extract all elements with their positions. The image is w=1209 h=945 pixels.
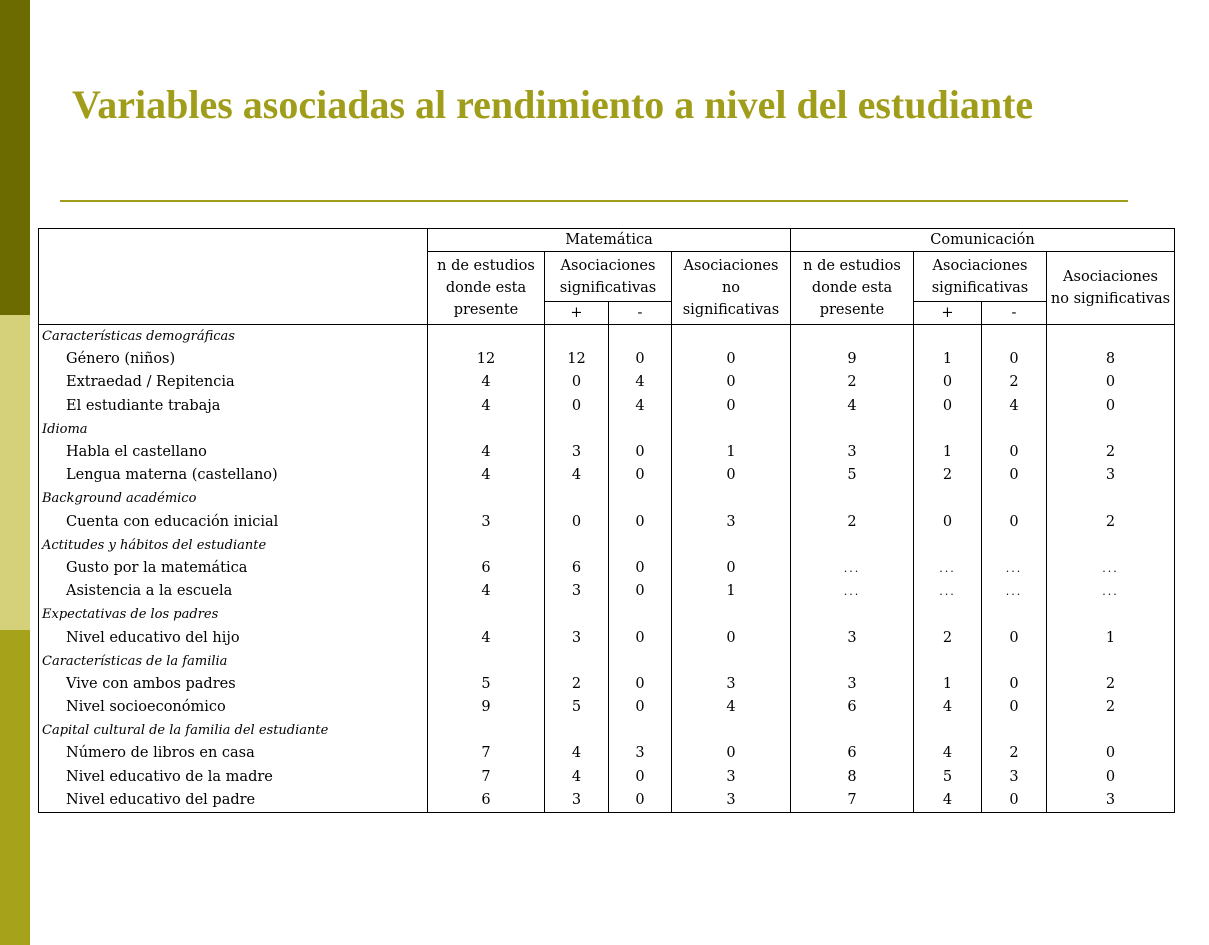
table-cell <box>672 487 791 510</box>
table-row <box>39 441 1175 464</box>
table-cell: 3 <box>609 742 672 765</box>
table-cell <box>914 418 982 441</box>
table-cell: ... <box>791 580 914 603</box>
table-cell <box>672 603 791 626</box>
table-cell: 0 <box>609 464 672 487</box>
category-label: Idioma <box>39 418 428 441</box>
table-cell <box>545 719 609 742</box>
table-cell: ... <box>914 557 982 580</box>
header-asoc-no-sig-com <box>1047 252 1175 325</box>
header-asoc-no-sig-mat <box>672 252 791 325</box>
table-cell <box>914 534 982 557</box>
table-cell: 4 <box>428 580 545 603</box>
table-cell: 3 <box>672 789 791 813</box>
table-cell: 2 <box>982 742 1047 765</box>
table-cell <box>609 650 672 673</box>
table-cell: 9 <box>428 696 545 719</box>
table-cell <box>428 650 545 673</box>
header-line: Asociaciones <box>1063 269 1158 285</box>
category-label: Expectativas de los padres <box>39 603 428 626</box>
table-row <box>39 348 1175 371</box>
table-cell: 3 <box>1047 789 1175 813</box>
header-line: presente <box>453 302 519 318</box>
table-cell: 4 <box>428 371 545 394</box>
table-cell: 4 <box>545 742 609 765</box>
header-n-estudios-mat <box>428 252 545 325</box>
table-cell: ... <box>791 557 914 580</box>
table-cell: 7 <box>428 742 545 765</box>
table-cell: 0 <box>609 511 672 534</box>
table-cell: 4 <box>428 464 545 487</box>
table-cell <box>609 534 672 557</box>
table-cell: 0 <box>672 626 791 649</box>
table-cell <box>982 325 1047 349</box>
category-row <box>39 325 1175 349</box>
header-line: Asociaciones <box>560 257 656 274</box>
table-cell: 0 <box>914 511 982 534</box>
table-cell: 4 <box>428 441 545 464</box>
results-table <box>38 228 1175 813</box>
table-row <box>39 766 1175 789</box>
table-cell: 1 <box>914 673 982 696</box>
category-label: Background académico <box>39 487 428 510</box>
table-cell: 0 <box>672 348 791 371</box>
table-cell: 3 <box>545 441 609 464</box>
table-cell: 5 <box>914 766 982 789</box>
slide-title: Variables asociadas al rendimiento a nivel del estudiante <box>72 82 1034 127</box>
header-plus-mat: + <box>545 302 609 325</box>
table-cell <box>428 418 545 441</box>
category-row <box>39 487 1175 510</box>
table-row <box>39 696 1175 719</box>
table-row <box>39 580 1175 603</box>
table-cell <box>428 534 545 557</box>
header-line: n de estudios <box>437 258 535 274</box>
row-label: Nivel socioeconómico <box>39 696 428 719</box>
table-cell: 7 <box>791 789 914 813</box>
table-cell: 0 <box>609 789 672 813</box>
table-cell <box>428 603 545 626</box>
table-cell: 8 <box>791 766 914 789</box>
table-cell: 0 <box>1047 371 1175 394</box>
header-minus-com: - <box>982 302 1047 325</box>
header-line: significativas <box>682 302 780 318</box>
table-cell: 0 <box>672 395 791 418</box>
table-cell <box>1047 325 1175 349</box>
table-cell <box>982 719 1047 742</box>
table-cell: 0 <box>609 441 672 464</box>
table-cell <box>545 534 609 557</box>
table-cell: ... <box>914 580 982 603</box>
header-line: donde esta <box>445 280 527 296</box>
row-label: Extraedad / Repitencia <box>39 371 428 394</box>
group-header-comunicacion: Comunicación <box>791 229 1175 252</box>
table-cell <box>791 418 914 441</box>
table-cell: 3 <box>672 673 791 696</box>
table-cell: 1 <box>914 441 982 464</box>
table-cell <box>609 719 672 742</box>
table-cell: 4 <box>914 789 982 813</box>
decor-bar-middle <box>0 315 30 630</box>
table-cell: 0 <box>545 371 609 394</box>
table-cell: 4 <box>545 464 609 487</box>
table-cell <box>428 487 545 510</box>
table-cell: 0 <box>609 580 672 603</box>
row-label: Habla el castellano <box>39 441 428 464</box>
table-cell <box>914 719 982 742</box>
table-cell <box>609 603 672 626</box>
table-cell <box>428 719 545 742</box>
table-cell: 6 <box>428 789 545 813</box>
table-cell: 3 <box>791 626 914 649</box>
table-cell: 0 <box>609 626 672 649</box>
header-line: significativas <box>559 279 657 296</box>
table-cell <box>982 603 1047 626</box>
table-cell: 0 <box>609 696 672 719</box>
header-line: Asociaciones <box>683 258 779 274</box>
table-cell: 4 <box>428 395 545 418</box>
table-cell: 0 <box>545 395 609 418</box>
table-cell: 3 <box>428 511 545 534</box>
table-cell <box>609 487 672 510</box>
table-cell: 5 <box>545 696 609 719</box>
category-row <box>39 603 1175 626</box>
table-cell: 4 <box>914 696 982 719</box>
category-label: Características de la familia <box>39 650 428 673</box>
header-line: no significativas <box>1050 291 1171 307</box>
table-cell: 2 <box>1047 696 1175 719</box>
table-cell: 0 <box>982 441 1047 464</box>
table-cell: 1 <box>672 441 791 464</box>
table-cell: 0 <box>914 395 982 418</box>
table-cell <box>609 325 672 349</box>
table-cell <box>1047 650 1175 673</box>
table-cell: 0 <box>672 742 791 765</box>
table-cell: 4 <box>672 696 791 719</box>
table-cell <box>672 650 791 673</box>
row-label: Gusto por la matemática <box>39 557 428 580</box>
table-cell <box>791 719 914 742</box>
table-cell: 0 <box>609 348 672 371</box>
category-label: Actitudes y hábitos del estudiante <box>39 534 428 557</box>
table-cell: 0 <box>982 626 1047 649</box>
table-cell: 6 <box>791 742 914 765</box>
table-cell: 12 <box>428 348 545 371</box>
table-cell <box>1047 418 1175 441</box>
header-n-estudios-com <box>791 252 914 325</box>
header-line: no <box>721 280 741 296</box>
table-cell <box>1047 487 1175 510</box>
table-cell: 6 <box>545 557 609 580</box>
row-label: Nivel educativo de la madre <box>39 766 428 789</box>
table-cell: 7 <box>428 766 545 789</box>
table-cell <box>791 487 914 510</box>
table-cell: 4 <box>545 766 609 789</box>
table-cell <box>672 719 791 742</box>
row-label: Género (niños) <box>39 348 428 371</box>
row-label: Asistencia a la escuela <box>39 580 428 603</box>
decor-bar-bottom <box>0 630 30 945</box>
table-row <box>39 371 1175 394</box>
table-cell: 3 <box>672 511 791 534</box>
category-label: Características demográficas <box>39 325 428 349</box>
table-cell <box>545 650 609 673</box>
table-row <box>39 789 1175 813</box>
header-plus-com: + <box>914 302 982 325</box>
table-cell: 0 <box>982 511 1047 534</box>
table-cell: 0 <box>672 371 791 394</box>
table-cell <box>914 650 982 673</box>
table-cell: 5 <box>791 464 914 487</box>
table-cell: 1 <box>914 348 982 371</box>
table-row <box>39 673 1175 696</box>
category-row <box>39 418 1175 441</box>
table-cell: 2 <box>982 371 1047 394</box>
decor-bar-top <box>0 0 30 315</box>
table-cell: 4 <box>914 742 982 765</box>
table-row <box>39 742 1175 765</box>
category-label: Capital cultural de la familia del estudiante <box>39 719 428 742</box>
header-asoc-sig-mat <box>545 252 672 302</box>
table-cell: 0 <box>914 371 982 394</box>
table-cell: 0 <box>609 557 672 580</box>
table-cell: 0 <box>982 789 1047 813</box>
table-cell: 4 <box>791 395 914 418</box>
table-cell: 3 <box>545 580 609 603</box>
table-cell: 0 <box>982 464 1047 487</box>
table-row <box>39 464 1175 487</box>
table-cell: 1 <box>1047 626 1175 649</box>
group-header-matematica: Matemática <box>428 229 791 252</box>
header-line: donde esta <box>811 280 893 296</box>
table-cell: 2 <box>1047 441 1175 464</box>
table-row <box>39 557 1175 580</box>
header-minus-mat: - <box>609 302 672 325</box>
table-cell: 2 <box>545 673 609 696</box>
table-cell: 0 <box>609 766 672 789</box>
row-label: Cuenta con educación inicial <box>39 511 428 534</box>
table-cell: 0 <box>1047 395 1175 418</box>
table-cell: 0 <box>982 673 1047 696</box>
table-cell: 0 <box>672 557 791 580</box>
table-cell: 2 <box>1047 511 1175 534</box>
table-cell: 2 <box>791 511 914 534</box>
header-corner <box>39 229 428 325</box>
table-cell <box>672 418 791 441</box>
table-cell <box>1047 534 1175 557</box>
table-cell <box>914 325 982 349</box>
table-cell <box>545 325 609 349</box>
table-cell <box>1047 603 1175 626</box>
table-cell <box>545 487 609 510</box>
row-label: Lengua materna (castellano) <box>39 464 428 487</box>
table-cell: 3 <box>1047 464 1175 487</box>
header-asoc-sig-com <box>914 252 1047 302</box>
category-row <box>39 719 1175 742</box>
table-cell: 4 <box>428 626 545 649</box>
table-body <box>39 325 1175 813</box>
table-cell: 3 <box>672 766 791 789</box>
row-label: El estudiante trabaja <box>39 395 428 418</box>
table-cell <box>791 534 914 557</box>
header-line: significativas <box>931 279 1029 296</box>
row-label: Nivel educativo del hijo <box>39 626 428 649</box>
table-cell: 4 <box>609 371 672 394</box>
category-row <box>39 534 1175 557</box>
table-cell: 6 <box>791 696 914 719</box>
table-cell <box>545 603 609 626</box>
table-cell: ... <box>982 557 1047 580</box>
table-cell <box>914 603 982 626</box>
table-cell: 9 <box>791 348 914 371</box>
header-line: Asociaciones <box>932 257 1028 274</box>
table-row <box>39 395 1175 418</box>
table-cell <box>672 534 791 557</box>
table-cell <box>982 418 1047 441</box>
table-cell: 12 <box>545 348 609 371</box>
table-cell: 1 <box>672 580 791 603</box>
table-cell: 0 <box>672 464 791 487</box>
table-cell: 2 <box>791 371 914 394</box>
table-cell: 3 <box>545 626 609 649</box>
table-cell: 0 <box>545 511 609 534</box>
table-cell: 3 <box>791 441 914 464</box>
table-row <box>39 626 1175 649</box>
table-cell: 4 <box>609 395 672 418</box>
table-cell <box>791 650 914 673</box>
table-cell: 5 <box>428 673 545 696</box>
table-cell: 0 <box>609 673 672 696</box>
table-cell: ... <box>1047 557 1175 580</box>
header-line: n de estudios <box>803 258 901 274</box>
table-cell <box>914 487 982 510</box>
row-label: Nivel educativo del padre <box>39 789 428 813</box>
table-cell <box>1047 719 1175 742</box>
table-cell: 6 <box>428 557 545 580</box>
table-row <box>39 511 1175 534</box>
table-cell: 3 <box>791 673 914 696</box>
table-cell <box>982 487 1047 510</box>
category-row <box>39 650 1175 673</box>
table-cell: 0 <box>1047 766 1175 789</box>
title-underline <box>60 200 1128 202</box>
table-cell <box>791 325 914 349</box>
table-cell <box>982 534 1047 557</box>
table-cell: 4 <box>982 395 1047 418</box>
table-cell <box>428 325 545 349</box>
table-cell: 0 <box>982 696 1047 719</box>
table-cell <box>609 418 672 441</box>
table-cell <box>982 650 1047 673</box>
table-cell <box>791 603 914 626</box>
table-cell: ... <box>982 580 1047 603</box>
row-label: Número de libros en casa <box>39 742 428 765</box>
table-cell: 3 <box>545 789 609 813</box>
table-cell <box>672 325 791 349</box>
header-line: presente <box>819 302 885 318</box>
table-cell: ... <box>1047 580 1175 603</box>
table-cell: 2 <box>1047 673 1175 696</box>
table-cell: 0 <box>982 348 1047 371</box>
table-cell: 8 <box>1047 348 1175 371</box>
table-cell: 0 <box>1047 742 1175 765</box>
table-cell: 3 <box>982 766 1047 789</box>
row-label: Vive con ambos padres <box>39 673 428 696</box>
table-cell: 2 <box>914 464 982 487</box>
table-cell: 2 <box>914 626 982 649</box>
table-cell <box>545 418 609 441</box>
